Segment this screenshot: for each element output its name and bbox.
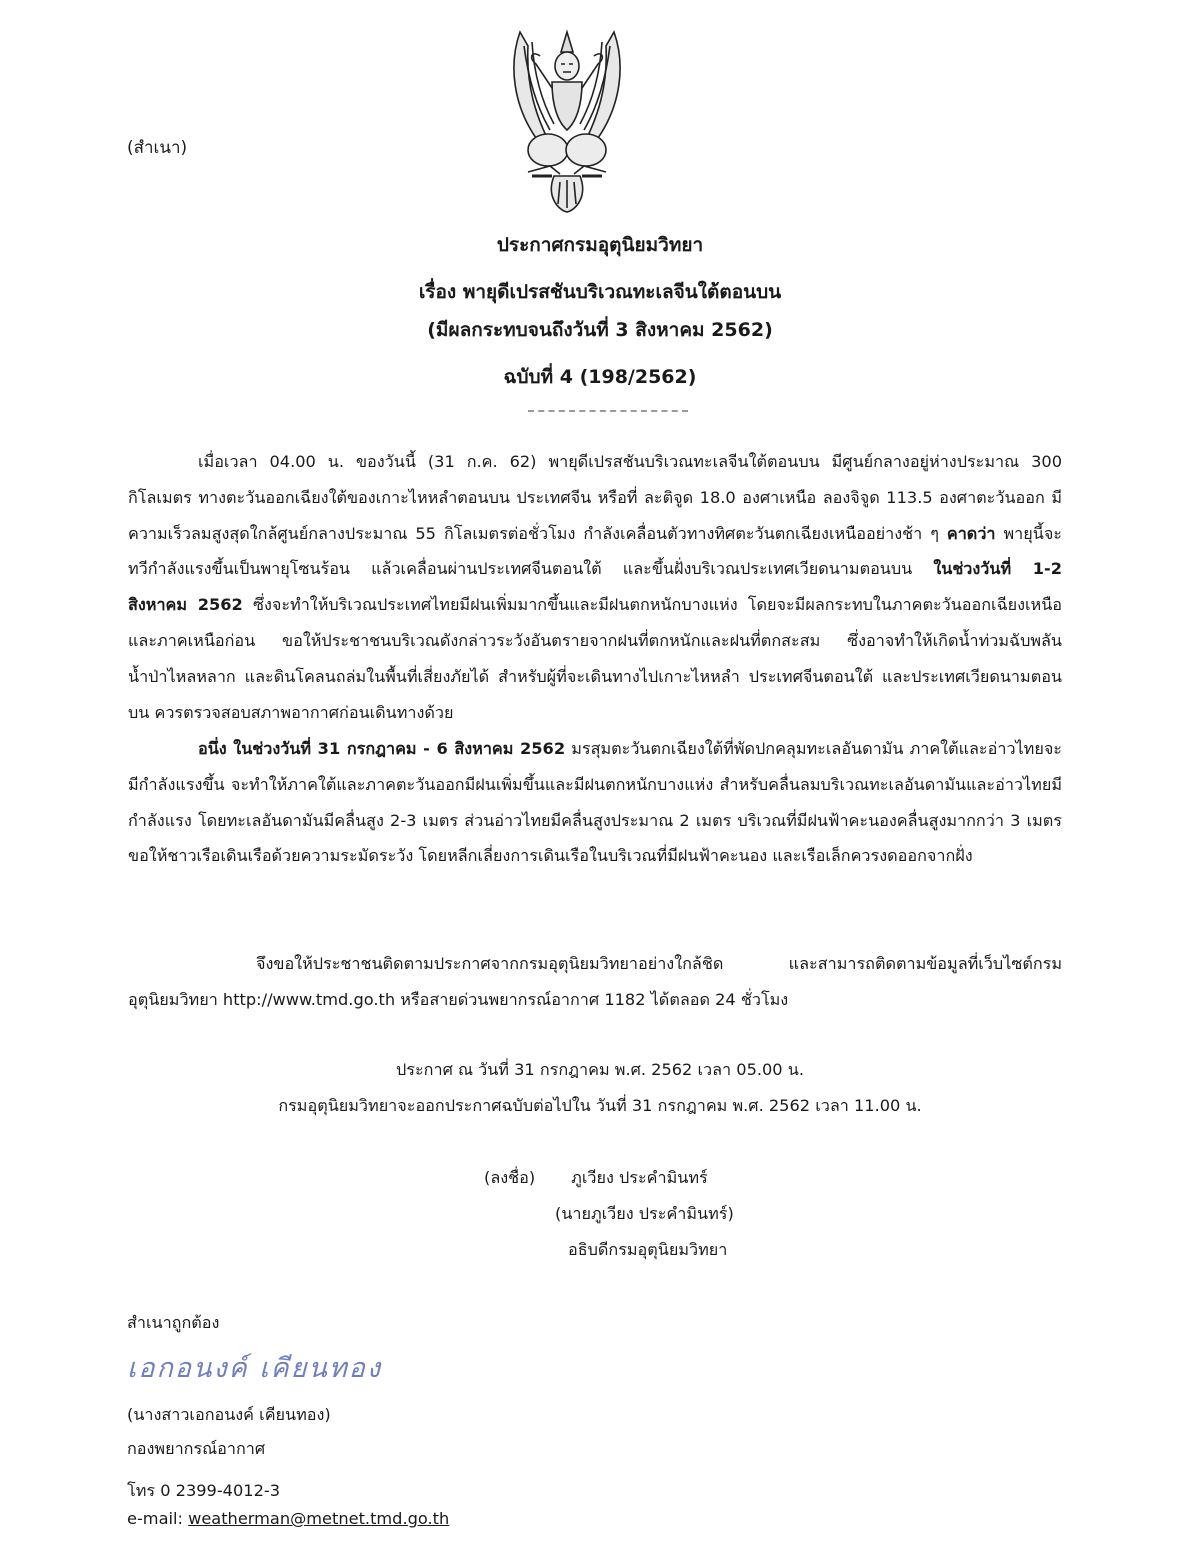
divider	[528, 410, 688, 412]
signed-label: (ลงชื่อ)	[484, 1168, 536, 1187]
paragraph-storm-details: เมื่อเวลา 04.00 น. ของวันนี้ (31 ก.ค. 62) พายุดีเปรสชันบริเวณทะเลจีนใต้ตอนบน มีศูนย์กลางอยู่ห่างประมาณ 300 กิโลเมตร ทางตะวันออกเฉียงใต้ของเกาะไหหลำตอนบน ประเทศจีน หรือที่ ละติจูด 18.0 องศาเหนือ ลองจิจูด 113.5 องศาตะวันออก มีความเร็วลมสูงสุดใกล้ศูนย์กลางประมาณ 55 กิโลเมตรต่อชั่วโมง กำลังเคลื่อนตัวทางทิศตะวันตกเฉียงเหนืออย่างช้า ๆ คาดว่า พายุนี้จะทวีกำลังแรงขึ้นเป็นพายุโซนร้อน แล้วเคลื่อนผ่านประเทศจีนตอนใต้ และขึ้นฝั่งบริเวณประเทศเวียดนามตอนบน ในช่วงวันที่ 1-2 สิงหาคม 2562 ซึ่งจะทำให้บริเวณประเทศไทยมีฝนเพิ่มมากขึ้นและมีฝนตกหนักบางแห่ง โดยจะมีผลกระทบในภาคตะวันออกเฉียงเหนือและภาคเหนือก่อน ขอให้ประชาชนบริเวณดังกล่าวระวังอันตรายจากฝนที่ตกหนักและฝนที่ตกสะสม ซึ่งอาจทำให้เกิดน้ำท่วมฉับพลัน น้ำป่าไหลหลาก และดินโคลนถล่มในพื้นที่เสี่ยงภัยได้ สำหรับผู้ที่จะเดินทางไปเกาะไหหลำ ประเทศจีนตอนใต้ และประเทศเวียดนามตอนบน ควรตรวจสอบสภาพอากาศก่อนเดินทางด้วย	[128, 452, 1062, 722]
certifier-name: (นางสาวเอกอนงค์ เคียนทอง)	[127, 1405, 331, 1424]
certifier-division: กองพยากรณ์อากาศ	[127, 1439, 266, 1458]
emphasis-landfall-dates: ในช่วงวันที่ 1-2 สิงหาคม 2562	[128, 559, 1062, 615]
garuda-emblem-icon	[506, 26, 628, 214]
signature-line	[484, 1165, 708, 1191]
signer-full-name: (นายภูเวียง ประคำมินทร์)	[555, 1204, 734, 1223]
announcement-effect-period: (มีผลกระทบจนถึงวันที่ 3 สิงหาคม 2562)	[427, 319, 773, 341]
email-link[interactable]: weatherman@metnet.tmd.go.th	[188, 1509, 450, 1528]
paragraph-monsoon: อนึ่ง ในช่วงวันที่ 31 กรกฎาคม - 6 สิงหาคม 2562 มรสุมตะวันตกเฉียงใต้ที่พัดปกคลุมทะเลอันดามัน ภาคใต้และอ่าวไทยจะมีกำลังแรงขึ้น จะทำให้ภาคใต้และภาคตะวันออกมีฝนเพิ่มขึ้นและมีฝนตกหนักบางแห่ง สำหรับคลื่นลมบริเวณทะเลอันดามันและอ่าวไทยมีกำลังแรง โดยทะเลอันดามันมีคลื่นสูง 2-3 เมตร ส่วนอ่าวไทยมีคลื่นสูงประมาณ 2 เมตร บริเวณที่มีฝนฟ้าคะนองคลื่นสูงมากกว่า 3 เมตร ขอให้ชาวเรือเดินเรือด้วยความระมัดระวัง โดยหลีกเลี่ยงการเดินเรือในบริเวณที่มีฝนฟ้าคะนอง และเรือเล็กควรงดออกจากฝั่ง	[128, 739, 1063, 866]
next-announcement-date: กรมอุตุนิยมวิทยาจะออกประกาศฉบับต่อไปใน วันที่ 31 กรกฎาคม พ.ศ. 2562 เวลา 11.00 น.	[278, 1096, 922, 1115]
handwritten-signature: เอกอนงค์ เคียนทอง	[127, 1353, 383, 1384]
announcement-date: ประกาศ ณ วันที่ 31 กรกฎาคม พ.ศ. 2562 เวลา 05.00 น.	[396, 1060, 804, 1079]
emphasis-monsoon-dates: อนึ่ง ในช่วงวันที่ 31 กรกฎาคม - 6 สิงหาคม 2562	[198, 739, 566, 758]
certified-copy-label: สำเนาถูกต้อง	[127, 1313, 220, 1332]
emphasis-forecast: คาดว่า	[946, 523, 996, 543]
announcement-title: ประกาศกรมอุตุนิยมวิทยา	[496, 234, 704, 256]
contact-email-line: e-mail: weatherman@metnet.tmd.go.th	[127, 1509, 450, 1528]
announcement-subject: เรื่อง พายุดีเปรสชันบริเวณทะเลจีนใต้ตอนบน	[418, 281, 782, 303]
announcement-issue-number: ฉบับที่ 4 (198/2562)	[503, 366, 697, 388]
signed-name: ภูเวียง ประคำมินทร์	[571, 1168, 708, 1187]
paragraph-follow-updates: จึงขอให้ประชาชนติดตามประกาศจากกรมอุตุนิยมวิทยาอย่างใกล้ชิด และสามารถติดตามข้อมูลที่เว็บไซต์กรมอุตุนิยมวิทยา http://www.tmd.go.th หรือสายด่วนพยากรณ์อากาศ 1182 ได้ตลอด 24 ชั่วโมง	[128, 954, 1062, 1009]
signer-position: อธิบดีกรมอุตุนิยมวิทยา	[568, 1240, 728, 1259]
copy-label: (สำเนา)	[127, 138, 188, 158]
contact-phone: โทร 0 2399-4012-3	[127, 1481, 281, 1500]
